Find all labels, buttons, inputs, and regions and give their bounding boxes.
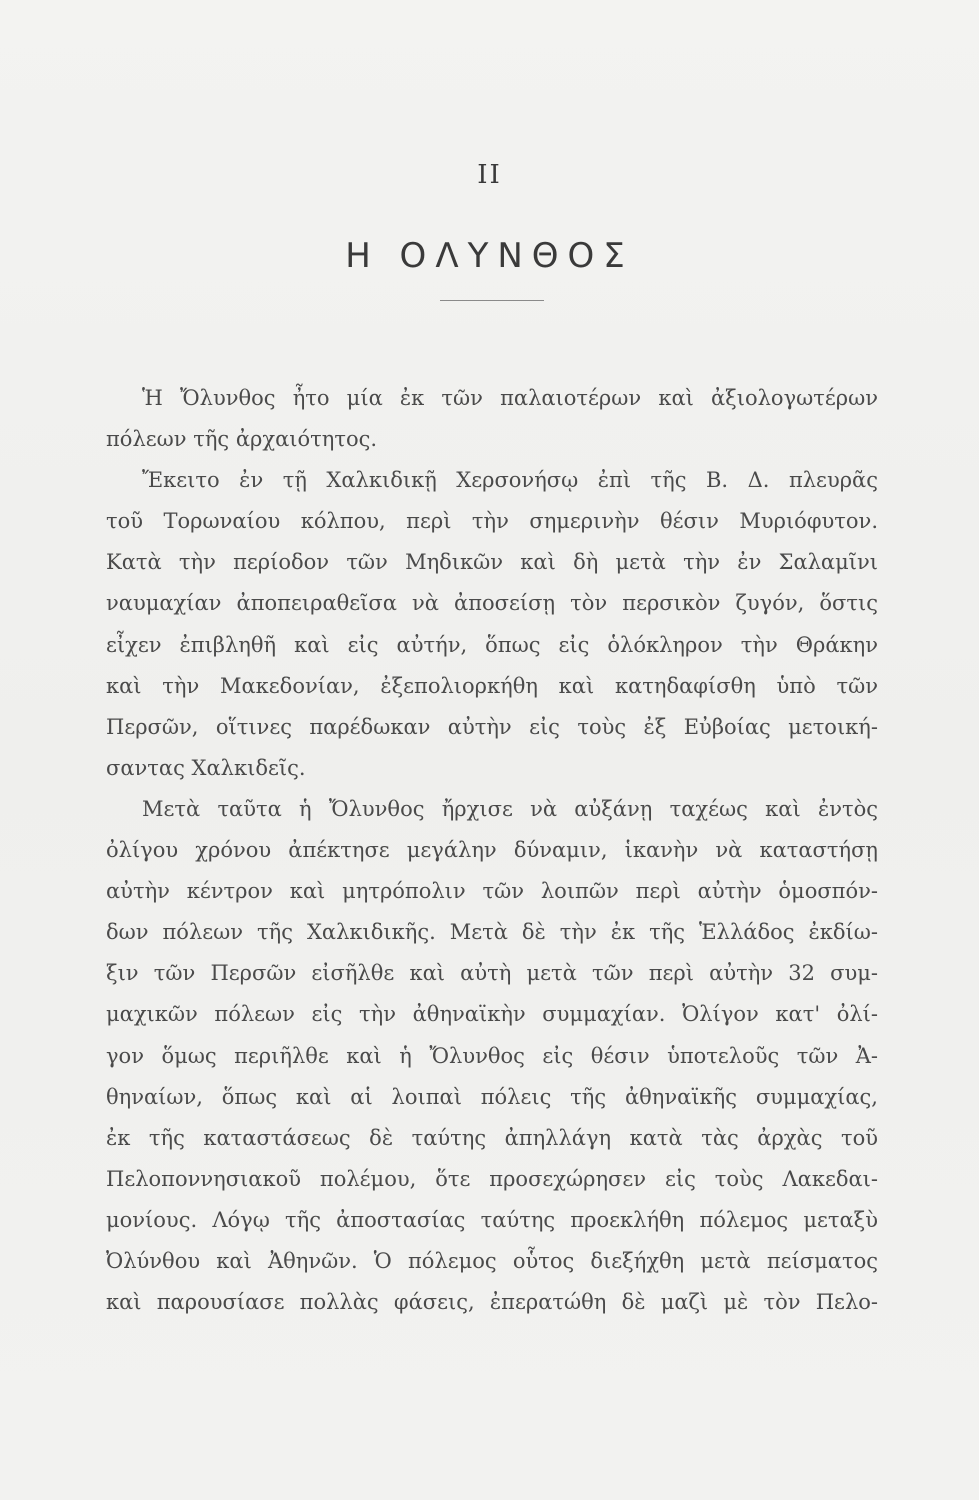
text-line: ἐκ τῆς καταστάσεως δὲ ταύτης ἀπηλλάγη κατὰ τὰς ἀρχὰς τοῦ — [106, 1125, 878, 1150]
text-line: Πελοποννησιακοῦ πολέμου, ὅτε προσεχώρησεν εἰς τοὺς Λακεδαι- — [106, 1166, 878, 1191]
text-line: μονίους. Λόγῳ τῆς ἀποστασίας ταύτης προεκλήθη πόλεμος μεταξὺ — [106, 1207, 878, 1232]
text-line: τοῦ Τορωναίου κόλπου, περὶ τὴν σημερινὴν θέσιν Μυριόφυτον. — [106, 509, 878, 534]
text-line: γον ὅμως περιῆλθε καὶ ἡ Ὄλυνθος εἰς θέσιν ὑποτελοῦς τῶν Ἀ- — [106, 1043, 878, 1068]
text-line: ναυμαχίαν ἀποπειραθεῖσα νὰ ἀποσείσῃ τὸν περσικὸν ζυγόν, ὅστις — [106, 591, 878, 616]
chapter-title: Η ΟΛΥΝΘΟΣ — [345, 236, 634, 276]
text-line: Ὀλύνθου καὶ Ἀθηνῶν. Ὁ πόλεμος οὗτος διεξήχθη μετὰ πείσματος — [106, 1248, 878, 1273]
text-line: Κατὰ τὴν περίοδον τῶν Μηδικῶν καὶ δὴ μετὰ τὴν ἐν Σαλαμῖνι — [106, 550, 878, 575]
text-line: πόλεων τῆς ἀρχαιότητος. — [106, 427, 378, 452]
text-line: μαχικῶν πόλεων εἰς τὴν ἀθηναϊκὴν συμμαχίαν. Ὀλίγον κατ' ὀλί- — [106, 1002, 878, 1027]
text-line: ὀλίγου χρόνου ἀπέκτησε μεγάλην δύναμιν, ἱκανὴν νὰ καταστήσῃ — [106, 838, 878, 863]
text-line: Μετὰ ταῦτα ἡ Ὄλυνθος ἤρχισε νὰ αὐξάνῃ ταχέως καὶ ἐντὸς — [142, 796, 878, 821]
text-line: δων πόλεων τῆς Χαλκιδικῆς. Μετὰ δὲ τὴν ἐκ τῆς Ἑλλάδος ἐκδίω- — [106, 920, 878, 945]
text-line: σαντας Χαλκιδεῖς. — [106, 755, 306, 780]
text-line: Περσῶν, οἵτινες παρέδωκαν αὐτὴν εἰς τοὺς ἐξ Εὐβοίας μετοική- — [106, 714, 878, 739]
title-divider — [440, 300, 544, 301]
text-line: θηναίων, ὅπως καὶ αἱ λοιπαὶ πόλεις τῆς ἀθηναϊκῆς συμμαχίας, — [106, 1084, 878, 1109]
text-line: καὶ παρουσίασε πολλὰς φάσεις, ἐπερατώθη δὲ μαζὶ μὲ τὸν Πελο- — [106, 1290, 878, 1315]
text-line: εἶχεν ἐπιβληθῆ καὶ εἰς αὐτήν, ὅπως εἰς ὁλόκληρον τὴν Θράκην — [106, 632, 878, 657]
text-line: καὶ τὴν Μακεδονίαν, ἐξεπολιορκήθη καὶ κατηδαφίσθη ὑπὸ τῶν — [106, 673, 878, 698]
text-line: ξιν τῶν Περσῶν εἰσῆλθε καὶ αὐτὴ μετὰ τῶν περὶ αὐτὴν 32 συμ- — [106, 961, 878, 986]
body-text — [106, 378, 878, 1323]
text-line: Ἡ Ὄλυνθος ἦτο μία ἐκ τῶν παλαιοτέρων καὶ ἀξιολογωτέρων — [142, 386, 878, 410]
text-line: αὐτὴν κέντρον καὶ μητρόπολιν τῶν λοιπῶν περὶ αὐτὴν ὁμοσπόν- — [106, 879, 878, 904]
text-line: Ἔκειτο ἐν τῇ Χαλκιδικῇ Χερσονήσῳ ἐπὶ τῆς Β. Δ. πλευρᾶς — [142, 468, 878, 493]
chapter-number: II — [477, 160, 502, 190]
